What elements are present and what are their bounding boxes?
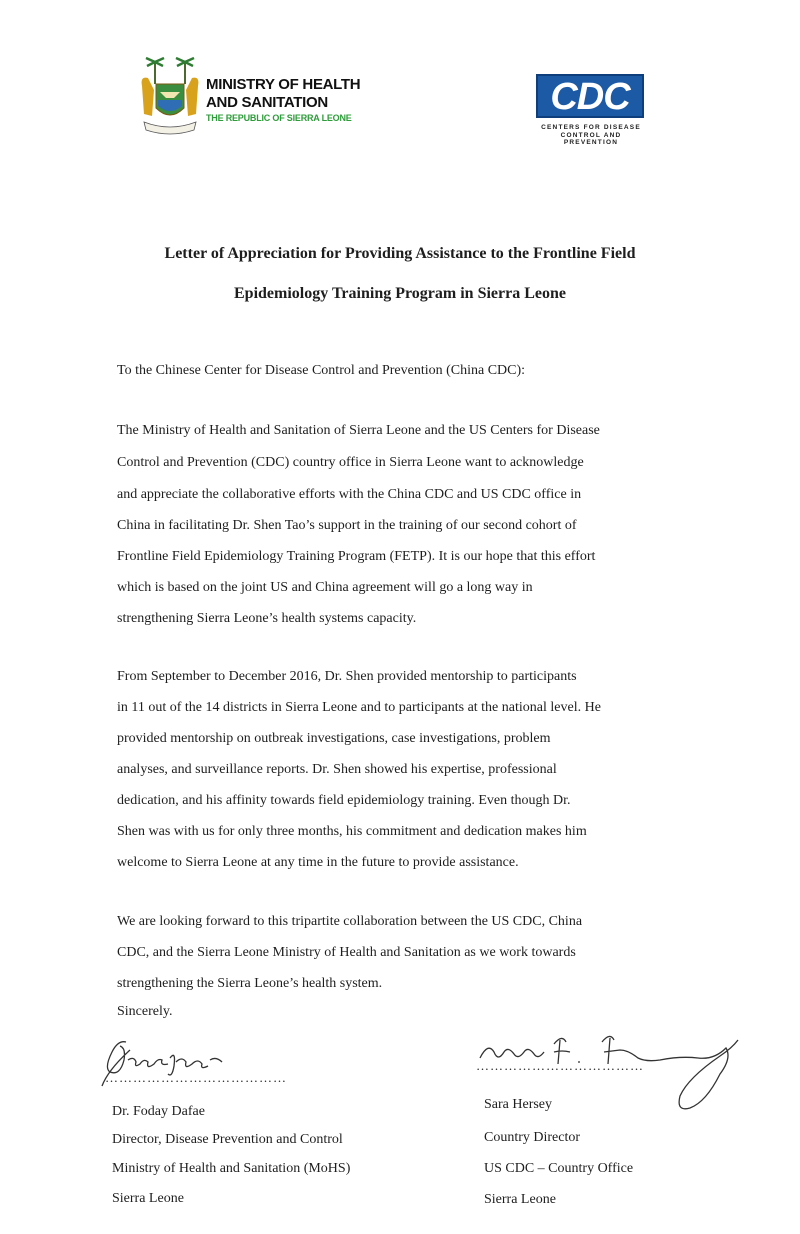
paragraph-line: China in facilitating Dr. Shen Tao’s support in the training of our second cohort of (117, 518, 577, 533)
paragraph-line: strengthening Sierra Leone’s health systems capacity. (117, 611, 417, 626)
moh-logo (138, 56, 361, 138)
moh-name-line2: AND SANITATION (206, 94, 328, 111)
paragraph-line: Control and Prevention (CDC) country office in Sierra Leone want to acknowledge (117, 455, 584, 470)
paragraph-line: dedication, and his affinity towards field epidemiology training. Even though Dr. (117, 793, 571, 808)
signatory-title: Director, Disease Prevention and Control (112, 1132, 343, 1147)
signatory-name: Dr. Foday Dafae (112, 1104, 205, 1119)
signature-line: ……………………………… (476, 1058, 644, 1073)
letter-title-line1: Letter of Appreciation for Providing Assistance to the Frontline Field (164, 245, 636, 262)
signatory-title: Country Director (484, 1130, 581, 1145)
paragraph-line: which is based on the joint US and China agreement will go a long way in (117, 580, 533, 595)
cdc-logo (532, 74, 650, 154)
paragraph-line: welcome to Sierra Leone at any time in the future to provide assistance. (117, 855, 519, 870)
moh-country-line: THE REPUBLIC OF SIERRA LEONE (206, 113, 352, 123)
paragraph-line: We are looking forward to this tripartite collaboration between the US CDC, China (117, 914, 583, 929)
moh-name-line1: MINISTRY OF HEALTH (206, 76, 361, 93)
sierra-leone-coat-of-arms-icon (138, 56, 202, 138)
paragraph-line: and appreciate the collaborative efforts with the China CDC and US CDC office in (117, 487, 582, 502)
signatory-location: Sierra Leone (112, 1191, 184, 1206)
closing: Sincerely. (117, 1004, 173, 1019)
cdc-subtitle-line1: CENTERS FOR DISEASE (541, 124, 641, 131)
paragraph-line: in 11 out of the 14 districts in Sierra Leone and to participants at the national level. He (117, 700, 601, 715)
paragraph-line: CDC, and the Sierra Leone Ministry of Health and Sanitation as we work towards (117, 945, 576, 960)
cdc-subtitle-line2: CONTROL AND PREVENTION (560, 132, 622, 146)
cdc-logo-text: CDC (550, 76, 630, 118)
letter-title-line2: Epidemiology Training Program in Sierra Leone (234, 285, 566, 302)
signatory-organization: Ministry of Health and Sanitation (MoHS) (112, 1161, 351, 1176)
paragraph-line: From September to December 2016, Dr. Shen provided mentorship to participants (117, 669, 577, 684)
salutation: To the Chinese Center for Disease Control and Prevention (China CDC): (117, 363, 526, 378)
paragraph-line: strengthening the Sierra Leone’s health system. (117, 976, 383, 991)
paragraph-line: The Ministry of Health and Sanitation of Sierra Leone and the US Centers for Disease (117, 423, 600, 438)
signatory-name: Sara Hersey (484, 1097, 553, 1112)
paragraph-line: provided mentorship on outbreak investigations, case investigations, problem (117, 731, 551, 746)
paragraph-line: analyses, and surveillance reports. Dr. Shen showed his expertise, professional (117, 762, 557, 777)
signatory-location: Sierra Leone (484, 1192, 556, 1207)
cdc-logo-box (536, 74, 644, 118)
signatory-organization: US CDC – Country Office (484, 1161, 634, 1176)
paragraph-line: Shen was with us for only three months, his commitment and dedication makes him (117, 824, 587, 839)
paragraph-line: Frontline Field Epidemiology Training Program (FETP). It is our hope that this effort (117, 549, 596, 564)
signature-line: ………………………………… (105, 1070, 287, 1085)
